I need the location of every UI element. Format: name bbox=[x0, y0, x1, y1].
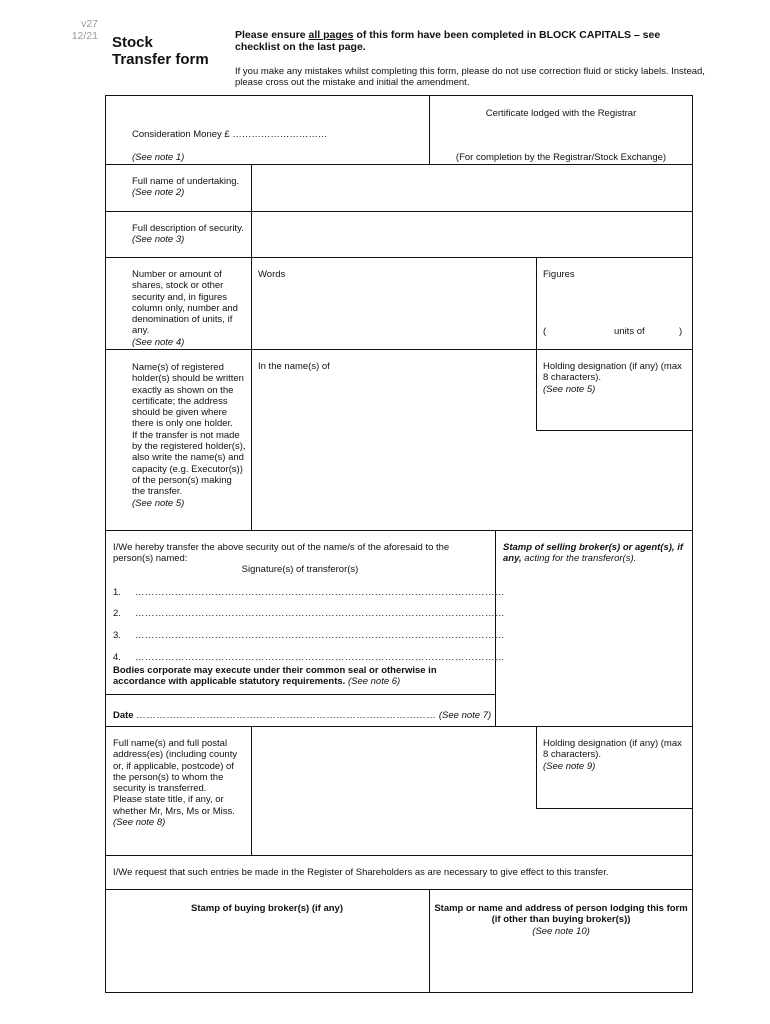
buying-broker-stamp-label: Stamp of buying broker(s) (if any) bbox=[190, 903, 343, 914]
signature-number: 3. bbox=[113, 630, 121, 641]
divider bbox=[105, 257, 693, 258]
selling-broker-stamp-bold: Stamp of selling broker(s) or agent(s), if any, bbox=[503, 542, 683, 565]
version-number: v27 bbox=[81, 18, 98, 30]
divider bbox=[105, 530, 693, 531]
instructions-main bbox=[235, 29, 705, 53]
amount-label-text: Number or amount of shares, stock or other security and, in figures column only, number and denomination of units, if any. bbox=[132, 269, 238, 337]
signature-number: 4. bbox=[113, 652, 121, 663]
date-note: (See note 7) bbox=[438, 710, 492, 721]
transferee-input[interactable] bbox=[252, 727, 535, 854]
buying-broker-stamp-area[interactable] bbox=[106, 920, 428, 992]
divider bbox=[495, 530, 496, 727]
holding-designation-note: (See note 5) bbox=[543, 383, 596, 395]
signature-dots: ………………………………………………………………………………………………… bbox=[134, 587, 505, 598]
amount-figures-input[interactable] bbox=[537, 282, 692, 320]
corporate-note bbox=[113, 665, 485, 688]
units-label: units of bbox=[614, 326, 645, 337]
registrar-note: (For completion by the Registrar/Stock Exchange) bbox=[455, 152, 667, 163]
amount-words-input[interactable] bbox=[252, 282, 535, 348]
holding-designation-label bbox=[543, 361, 683, 395]
units-close: ) bbox=[679, 326, 683, 337]
undertaking-input[interactable] bbox=[252, 165, 692, 211]
lodging-stamp-label bbox=[432, 903, 690, 937]
lodging-stamp-text: Stamp or name and address of person lodging this form (if other than buying broker(s)) bbox=[434, 903, 688, 926]
security-input[interactable] bbox=[252, 212, 692, 257]
amount-label bbox=[132, 269, 247, 348]
divider bbox=[536, 726, 537, 809]
certificate-lodged-label: Certificate lodged with the Registrar bbox=[485, 108, 637, 119]
lodging-stamp-area[interactable] bbox=[430, 940, 692, 992]
register-request: I/We request that such entries be made in the Register of Shareholders as are necessary to give effect to this transfer. bbox=[113, 867, 609, 878]
version-date: 12/21 bbox=[71, 30, 98, 42]
signatures-label: Signature(s) of transferor(s) bbox=[241, 564, 359, 575]
instructions-sub: If you make any mistakes whilst completing this form, please do not use correction fluid or sticky labels. Instead, please cross out the mistake and initial the amendment. bbox=[235, 66, 705, 88]
signature-number: 2. bbox=[113, 608, 121, 619]
transferee-label bbox=[113, 738, 245, 828]
transferee-designation-text: Holding designation (if any) (max 8 characters). bbox=[543, 738, 682, 761]
holding-designation-text: Holding designation (if any) (max 8 characters). bbox=[543, 361, 682, 384]
divider bbox=[105, 694, 495, 695]
transferee-note: (See note 8) bbox=[113, 817, 166, 829]
selling-broker-stamp[interactable] bbox=[503, 542, 683, 565]
signature-dots: ………………………………………………………………………………………………… bbox=[134, 630, 505, 641]
instruction-post: of this form have been completed in BLOCK CAPITALS – see checklist on the last page. bbox=[235, 29, 661, 53]
signature-number: 1. bbox=[113, 587, 121, 598]
transferee-designation-note: (See note 9) bbox=[543, 760, 596, 772]
transferee-label-b: Please state title, if any, or whether Mr, Mrs, Ms or Miss. bbox=[113, 794, 235, 817]
form-title-line2: Transfer form bbox=[112, 51, 209, 68]
holders-label-a: Name(s) of registered holder(s) should be written exactly as shown on the certificate; the address should be given where there is only one holder. bbox=[132, 362, 244, 430]
selling-broker-stamp-rest: acting for the transferor(s). bbox=[521, 553, 637, 565]
holders-label-b: If the transfer is not made by the registered holder(s), also write the name(s) and capacity (e.g. Executor(s)) of the person(s) making the transfer. bbox=[132, 429, 246, 498]
form-title bbox=[112, 34, 209, 68]
transferee-label-a: Full name(s) and full postal address(es) (including county or, if applicable, postcode) of the person(s) to whom the security is transferred. bbox=[113, 738, 238, 795]
holders-input[interactable] bbox=[252, 376, 535, 529]
holders-note: (See note 5) bbox=[132, 497, 185, 509]
divider bbox=[536, 808, 693, 809]
signature-line-2[interactable] bbox=[113, 608, 505, 619]
lodging-stamp-note: (See note 10) bbox=[532, 925, 590, 937]
units-open: ( bbox=[543, 326, 547, 337]
signature-dots: ………………………………………………………………………………………………… bbox=[134, 608, 505, 619]
transferee-designation-label bbox=[543, 738, 683, 772]
security-label-text: Full description of security. bbox=[132, 223, 244, 234]
corporate-note-ref: (See note 6) bbox=[347, 676, 401, 688]
version-label bbox=[40, 18, 98, 42]
divider bbox=[105, 855, 693, 856]
consideration-note: (See note 1) bbox=[132, 152, 185, 163]
undertaking-label-text: Full name of undertaking. bbox=[132, 176, 240, 187]
divider bbox=[536, 430, 693, 431]
signature-line-3[interactable] bbox=[113, 630, 505, 641]
undertaking-note: (See note 2) bbox=[132, 187, 185, 199]
security-label bbox=[132, 223, 244, 246]
holders-label bbox=[132, 362, 247, 509]
undertaking-label bbox=[132, 176, 244, 199]
words-label: Words bbox=[258, 269, 286, 280]
divider bbox=[105, 889, 693, 890]
date-field[interactable] bbox=[113, 710, 491, 721]
security-note: (See note 3) bbox=[132, 234, 185, 246]
divider bbox=[105, 349, 693, 350]
transfer-declaration: I/We hereby transfer the above security out of the name/s of the aforesaid to the person(s) named: bbox=[113, 542, 450, 565]
signature-line-1[interactable] bbox=[113, 587, 505, 598]
amount-note: (See note 4) bbox=[132, 336, 185, 348]
date-label: Date bbox=[113, 710, 134, 721]
instruction-pre: Please ensure bbox=[235, 29, 309, 41]
instruction-underlined: all pages bbox=[308, 29, 354, 41]
corporate-text: Bodies corporate may execute under their common seal or otherwise in accordance with applicable statutory requirements. bbox=[113, 665, 437, 688]
form-title-line1: Stock bbox=[112, 34, 153, 51]
figures-label: Figures bbox=[543, 269, 575, 280]
consideration-money-field[interactable]: Consideration Money £ ………………………… bbox=[132, 129, 328, 140]
signature-line-4[interactable] bbox=[113, 652, 505, 663]
date-dots: ……………………………………………………………………………… bbox=[136, 710, 437, 721]
in-names-of-label: In the name(s) of bbox=[258, 361, 330, 372]
signature-dots: ………………………………………………………………………………………………… bbox=[134, 652, 505, 663]
